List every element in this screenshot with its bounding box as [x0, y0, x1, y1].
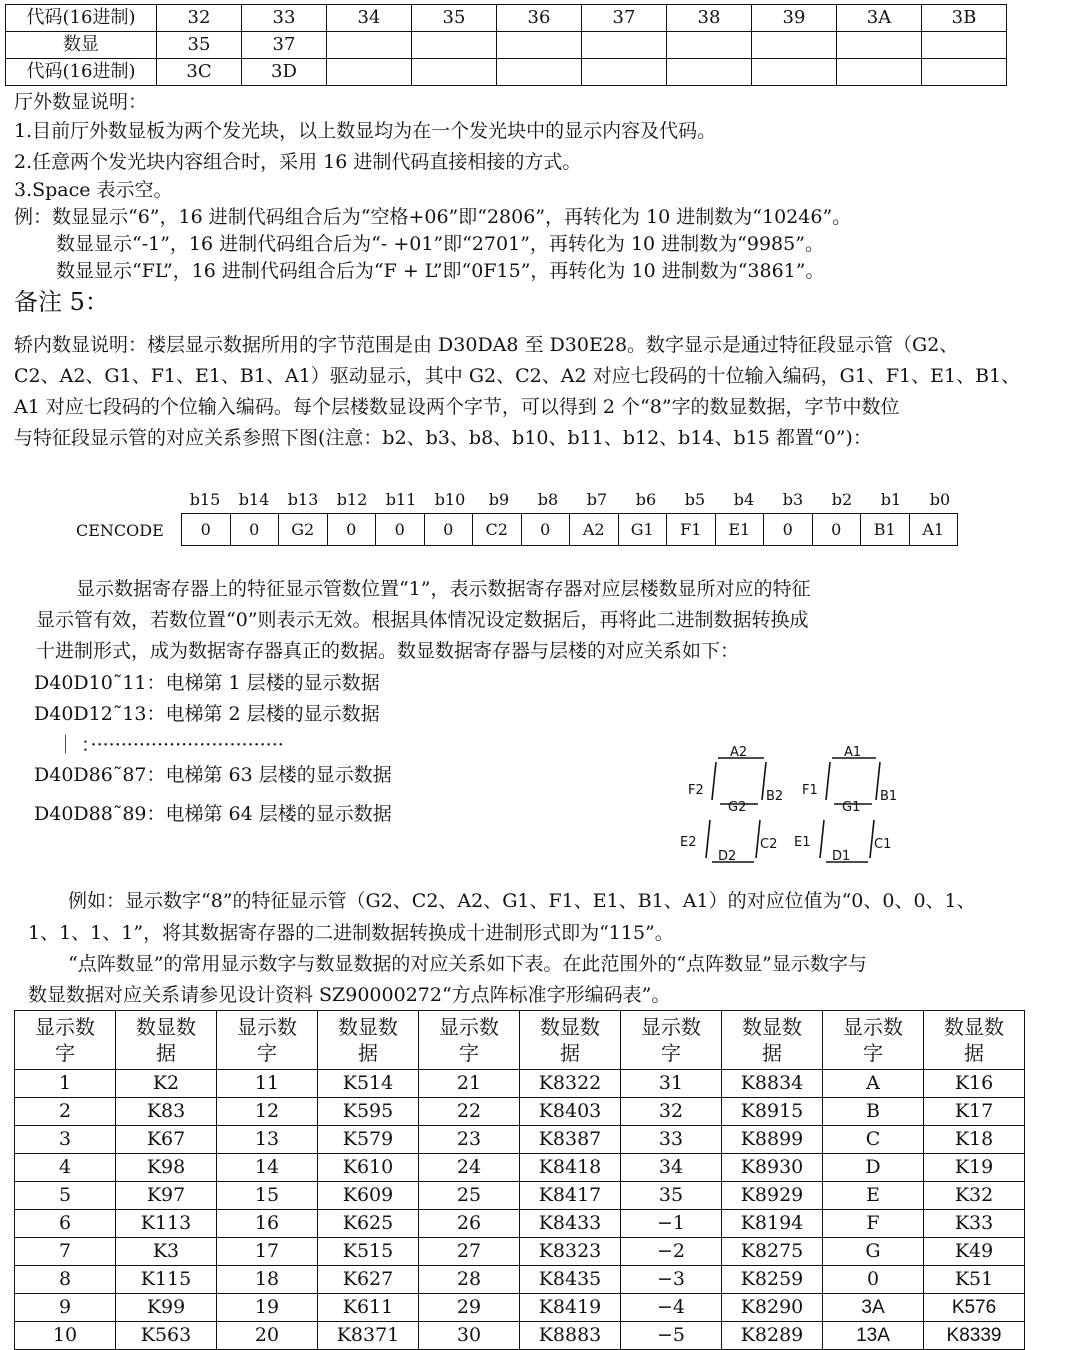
header-display-data: [924, 1011, 1025, 1070]
header-line: 据: [156, 1041, 176, 1065]
header-display-digit: [419, 1011, 520, 1070]
table-cell: 20: [217, 1322, 318, 1350]
hex-code-row-label: 数显: [6, 32, 157, 59]
hex-code-cell: 36: [497, 5, 582, 32]
cencode-cell: A2: [570, 514, 619, 546]
header-display-digit: [823, 1011, 924, 1070]
table-cell: K51: [924, 1266, 1025, 1294]
remark-line-4: 与特征段显示管的对应关系参照下图(注意：b2、b3、b8、b10、b11、b12、b14、b15 都置“0”)：: [14, 427, 872, 449]
hex-code-cell: [582, 32, 667, 59]
table-cell: 6: [15, 1210, 116, 1238]
table-cell: 35: [621, 1182, 722, 1210]
table-cell: 2: [15, 1098, 116, 1126]
bit-label: b8: [537, 490, 559, 509]
hex-code-cell: [837, 59, 922, 86]
hex-code-row-label: 代码(16进制): [6, 5, 157, 32]
table-cell: K8834: [722, 1070, 823, 1098]
table-cell: K32: [924, 1182, 1025, 1210]
cencode-cell: 0: [521, 514, 570, 546]
hex-code-cell: [412, 32, 497, 59]
lookup-table-body: [15, 1070, 1025, 1350]
table-cell: 16: [217, 1210, 318, 1238]
hex-code-cell: 32: [157, 5, 242, 32]
table-cell: K514: [318, 1070, 419, 1098]
header-line: 数显数: [338, 1015, 398, 1039]
hex-code-cell: [327, 32, 412, 59]
table-cell: K8930: [722, 1154, 823, 1182]
lookup-table-header: [15, 1011, 1025, 1070]
header-display-digit: [217, 1011, 318, 1070]
seg-label-f2: F2: [688, 783, 704, 798]
hex-code-cell: [497, 32, 582, 59]
header-line: 字: [863, 1041, 883, 1065]
table-cell: 23: [419, 1126, 520, 1154]
hex-code-cell: 3C: [157, 59, 242, 86]
cencode-cell: C2: [473, 514, 522, 546]
hex-code-cell: [667, 32, 752, 59]
table-cell: K33: [924, 1210, 1025, 1238]
remark-line-2: C2、A2、G1、F1、E1、B1、A1）驱动显示，其中 G2、C2、A2 对应七段码的十位输入编码，G1、F1、E1、B1、: [14, 365, 1021, 387]
table-cell: A: [823, 1070, 924, 1098]
hex-code-cell: [922, 32, 1007, 59]
remark-line-3: A1 对应七段码的个位输入编码。每个层楼数显设两个字节，可以得到 2 个“8”字的数显数据，字节中数位: [14, 396, 900, 418]
bit-label: b15: [189, 490, 221, 509]
cencode-cell: A1: [909, 514, 958, 546]
hex-code-cell: [752, 32, 837, 59]
header-line: 字: [257, 1041, 277, 1065]
table-cell: K8883: [520, 1322, 621, 1350]
seg-label-b2: B2: [766, 789, 784, 804]
table-cell: 3: [15, 1126, 116, 1154]
hex-code-cell: [667, 59, 752, 86]
table-cell: 13A: [823, 1322, 924, 1350]
table-row: [15, 1154, 1025, 1182]
header-display-data: [520, 1011, 621, 1070]
bit-label: b9: [488, 490, 510, 509]
register-map-1: D40D10˜11：电梯第 1 层楼的显示数据: [34, 672, 380, 694]
table-cell: K627: [318, 1266, 419, 1294]
hex-code-cell: 37: [242, 32, 327, 59]
table-cell: 7: [15, 1238, 116, 1266]
cencode-cell: F1: [667, 514, 716, 546]
table-cell: K8194: [722, 1210, 823, 1238]
table-cell: 31: [621, 1070, 722, 1098]
header-line: 字: [55, 1041, 75, 1065]
header-line: 显示数: [237, 1015, 297, 1039]
hex-code-cell: 3A: [837, 5, 922, 32]
table-cell: E: [823, 1182, 924, 1210]
header-line: 数显数: [944, 1015, 1004, 1039]
seg-label-g2: G2: [728, 800, 747, 815]
note-item-1: 1.目前厅外数显板为两个发光块，以上数显均为在一个发光块中的显示内容及代码。: [14, 120, 717, 142]
table-cell: 25: [419, 1182, 520, 1210]
bit-label: b14: [238, 490, 270, 509]
register-map-63: D40D86˜87：电梯第 63 层楼的显示数据: [34, 764, 392, 786]
table-cell: K595: [318, 1098, 419, 1126]
table-cell: −3: [621, 1266, 722, 1294]
table-cell: 33: [621, 1126, 722, 1154]
table-cell: K17: [924, 1098, 1025, 1126]
table-cell: −5: [621, 1322, 722, 1350]
table-row: [15, 1210, 1025, 1238]
register-map-ellipsis: ｜ ：································: [56, 734, 284, 756]
cencode-cell: 0: [182, 514, 231, 546]
hex-code-table: [5, 4, 1007, 86]
table-row: [15, 1266, 1025, 1294]
header-line: 显示数: [35, 1015, 95, 1039]
example-line-1: 例：数显显示“6”，16 进制代码组合后为“空格+06”即“2806”，再转化为 10 进制数为“10246”。: [14, 206, 852, 228]
bit-label: b3: [782, 490, 804, 509]
table-cell: K83: [116, 1098, 217, 1126]
example-para-3: “点阵数显”的常用显示数字与数显数据的对应关系如下表。在此范围外的“点阵数显”显示数字与: [68, 953, 867, 975]
cencode-cell: 0: [812, 514, 861, 546]
header-line: 显示数: [641, 1015, 701, 1039]
table-cell: F: [823, 1210, 924, 1238]
bit-label: b1: [880, 490, 902, 509]
notes-title: 厅外数显说明：: [14, 91, 148, 113]
table-cell: K579: [318, 1126, 419, 1154]
dot-matrix-lookup-table: [14, 1010, 1025, 1350]
hex-code-cell: [327, 59, 412, 86]
table-cell: K8929: [722, 1182, 823, 1210]
table-cell: 27: [419, 1238, 520, 1266]
table-cell: K609: [318, 1182, 419, 1210]
cencode-cell: 0: [376, 514, 425, 546]
example-line-2: 数显显示“-1”，16 进制代码组合后为“- +01”即“2701”，再转化为 10 进制数为“9985”。: [56, 233, 824, 255]
table-cell: K99: [116, 1294, 217, 1322]
cencode-cell: B1: [861, 514, 910, 546]
hex-code-row-label: 代码(16进制): [6, 59, 157, 86]
table-cell: 21: [419, 1070, 520, 1098]
example-line-3: 数显显示“FL”，16 进制代码组合后为“F + L”即“0F15”，再转化为 10 进制数为“3861”。: [56, 260, 825, 282]
seg-label-e1: E1: [794, 835, 811, 850]
table-cell: K49: [924, 1238, 1025, 1266]
table-cell: K8290: [722, 1294, 823, 1322]
table-cell: K113: [116, 1210, 217, 1238]
header-display-data: [722, 1011, 823, 1070]
hex-code-cell: [752, 59, 837, 86]
table-cell: −2: [621, 1238, 722, 1266]
bit-label: b7: [586, 490, 608, 509]
table-cell: K8289: [722, 1322, 823, 1350]
hex-code-cell: 37: [582, 5, 667, 32]
table-cell: 22: [419, 1098, 520, 1126]
bit-label: b5: [684, 490, 706, 509]
hex-code-cell: 3D: [242, 59, 327, 86]
table-cell: 24: [419, 1154, 520, 1182]
table-cell: K515: [318, 1238, 419, 1266]
seven-segment-diagram: [680, 740, 920, 870]
header-line: 字: [459, 1041, 479, 1065]
table-cell: 3A: [823, 1294, 924, 1322]
table-cell: G: [823, 1238, 924, 1266]
table-cell: K97: [116, 1182, 217, 1210]
example-para-2: 1、1、1、1”，将其数据寄存器的二进制数据转换成十进制形式即为“115”。: [28, 922, 674, 944]
table-cell: K8419: [520, 1294, 621, 1322]
table-cell: −1: [621, 1210, 722, 1238]
table-cell: K2: [116, 1070, 217, 1098]
bit-label: b2: [831, 490, 853, 509]
header-line: 据: [358, 1041, 378, 1065]
table-row: [15, 1322, 1025, 1350]
seg-label-e2: E2: [680, 835, 697, 850]
table-cell: 11: [217, 1070, 318, 1098]
hex-code-cell: 35: [412, 5, 497, 32]
note-item-2: 2.任意两个发光块内容组合时，采用 16 进制代码直接相接的方式。: [14, 151, 582, 173]
hex-code-cell: 39: [752, 5, 837, 32]
header-line: 字: [661, 1041, 681, 1065]
cencode-cell: G1: [618, 514, 667, 546]
hex-code-row: [6, 59, 1007, 86]
table-row: [15, 1098, 1025, 1126]
table-cell: K8418: [520, 1154, 621, 1182]
table-cell: K8417: [520, 1182, 621, 1210]
header-line: 显示数: [843, 1015, 903, 1039]
table-cell: K19: [924, 1154, 1025, 1182]
table-cell: 10: [15, 1322, 116, 1350]
header-line: 数显数: [742, 1015, 802, 1039]
table-cell: 4: [15, 1154, 116, 1182]
table-cell: K8323: [520, 1238, 621, 1266]
seg-label-a1: A1: [844, 745, 862, 760]
table-cell: K16: [924, 1070, 1025, 1098]
table-cell: B: [823, 1098, 924, 1126]
cencode-row: [182, 514, 958, 546]
table-cell: 30: [419, 1322, 520, 1350]
remark-line-1: 轿内数显说明：楼层显示数据所用的字节范围是由 D30DA8 至 D30E28。数字显示是通过特征段显示管（G2、: [14, 334, 959, 356]
remark-heading: 备注 5：: [14, 288, 109, 316]
table-cell: 13: [217, 1126, 318, 1154]
bit-label: b6: [635, 490, 657, 509]
hex-code-row: [6, 5, 1007, 32]
table-cell: K115: [116, 1266, 217, 1294]
hex-code-cell: 38: [667, 5, 752, 32]
hex-code-cell: [922, 59, 1007, 86]
hex-code-cell: 35: [157, 32, 242, 59]
bit-label: b11: [385, 490, 417, 509]
table-cell: 0: [823, 1266, 924, 1294]
header-display-data: [116, 1011, 217, 1070]
seg-label-d1: D1: [832, 849, 851, 864]
hex-code-cell: [837, 32, 922, 59]
hex-code-cell: 3B: [922, 5, 1007, 32]
table-cell: 32: [621, 1098, 722, 1126]
table-row: [15, 1070, 1025, 1098]
seg-label-c2: C2: [760, 837, 778, 852]
table-cell: 8: [15, 1266, 116, 1294]
table-cell: K8371: [318, 1322, 419, 1350]
bit-label: b13: [287, 490, 319, 509]
hex-code-cell: [582, 59, 667, 86]
cencode-cell: 0: [230, 514, 279, 546]
header-display-digit: [15, 1011, 116, 1070]
table-cell: K67: [116, 1126, 217, 1154]
hex-code-cell: [412, 59, 497, 86]
table-cell: K18: [924, 1126, 1025, 1154]
table-cell: K8322: [520, 1070, 621, 1098]
table-cell: 18: [217, 1266, 318, 1294]
table-row: [15, 1294, 1025, 1322]
table-cell: K8435: [520, 1266, 621, 1294]
table-cell: 15: [217, 1182, 318, 1210]
table-cell: K8915: [722, 1098, 823, 1126]
table-cell: K625: [318, 1210, 419, 1238]
cencode-cell: 0: [424, 514, 473, 546]
seg-label-a2: A2: [730, 745, 748, 760]
table-cell: K610: [318, 1154, 419, 1182]
table-row: [15, 1182, 1025, 1210]
cencode-cell: G2: [279, 514, 328, 546]
table-row: [15, 1238, 1025, 1266]
table-cell: C: [823, 1126, 924, 1154]
hex-code-cell: [497, 59, 582, 86]
header-line: 据: [762, 1041, 782, 1065]
example-para-1: 例如：显示数字“8”的特征显示管（G2、C2、A2、G1、F1、E1、B1、A1）的对应位值为“0、0、0、1、: [68, 890, 976, 912]
note-item-3: 3.Space 表示空。: [14, 179, 173, 201]
table-cell: 28: [419, 1266, 520, 1294]
hex-code-row: [6, 32, 1007, 59]
table-cell: K576: [924, 1294, 1025, 1322]
hex-code-cell: 34: [327, 5, 412, 32]
header-line: 数显数: [540, 1015, 600, 1039]
bit-label: b12: [336, 490, 368, 509]
table-cell: K8433: [520, 1210, 621, 1238]
cencode-cell: 0: [764, 514, 813, 546]
table-cell: 29: [419, 1294, 520, 1322]
table-cell: 1: [15, 1070, 116, 1098]
table-cell: 17: [217, 1238, 318, 1266]
hex-code-cell: 33: [242, 5, 327, 32]
header-line: 据: [560, 1041, 580, 1065]
table-cell: K8387: [520, 1126, 621, 1154]
seg-label-b1: B1: [880, 789, 898, 804]
header-line: 显示数: [439, 1015, 499, 1039]
example-para-4: 数显数据对应关系请参见设计资料 SZ90000272“方点阵标准字形编码表”。: [28, 984, 671, 1006]
bit-label: b4: [733, 490, 755, 509]
register-map-2: D40D12˜13：电梯第 2 层楼的显示数据: [34, 703, 380, 725]
seg-label-d2: D2: [718, 849, 737, 864]
table-cell: 26: [419, 1210, 520, 1238]
register-map-64: D40D88˜89：电梯第 64 层楼的显示数据: [34, 803, 392, 825]
seg-label-c1: C1: [874, 837, 892, 852]
hex-code-table-body: [6, 5, 1007, 86]
table-cell: K611: [318, 1294, 419, 1322]
seg-label-f1: F1: [802, 783, 818, 798]
table-row: [15, 1126, 1025, 1154]
table-cell: K3: [116, 1238, 217, 1266]
seg-label-g1: G1: [842, 800, 861, 815]
table-cell: −4: [621, 1294, 722, 1322]
register-line-2: 显示管有效，若数位置“0”则表示无效。根据具体情况设定数据后，再将此二进制数据转换成: [36, 609, 809, 631]
bit-label: b0: [929, 490, 951, 509]
cencode-cell: E1: [715, 514, 764, 546]
register-line-1: 显示数据寄存器上的特征显示管数位置“1”，表示数据寄存器对应层楼数显所对应的特征: [76, 578, 811, 600]
table-cell: 19: [217, 1294, 318, 1322]
cencode-label: CENCODE: [76, 521, 164, 540]
table-cell: 34: [621, 1154, 722, 1182]
table-cell: 5: [15, 1182, 116, 1210]
table-cell: K8403: [520, 1098, 621, 1126]
cencode-cell: 0: [327, 514, 376, 546]
bit-label: b10: [434, 490, 466, 509]
cencode-table: [181, 513, 958, 546]
table-cell: K563: [116, 1322, 217, 1350]
table-cell: K98: [116, 1154, 217, 1182]
header-line: 据: [964, 1041, 984, 1065]
table-cell: 14: [217, 1154, 318, 1182]
table-cell: 9: [15, 1294, 116, 1322]
register-line-3: 十进制形式，成为数据寄存器真正的数据。数显数据寄存器与层楼的对应关系如下：: [36, 640, 740, 662]
table-cell: K8339: [924, 1322, 1025, 1350]
table-cell: D: [823, 1154, 924, 1182]
header-line: 数显数: [136, 1015, 196, 1039]
header-display-data: [318, 1011, 419, 1070]
table-cell: K8259: [722, 1266, 823, 1294]
table-cell: K8899: [722, 1126, 823, 1154]
header-display-digit: [621, 1011, 722, 1070]
table-cell: 12: [217, 1098, 318, 1126]
table-cell: K8275: [722, 1238, 823, 1266]
bit-labels: [181, 490, 965, 510]
